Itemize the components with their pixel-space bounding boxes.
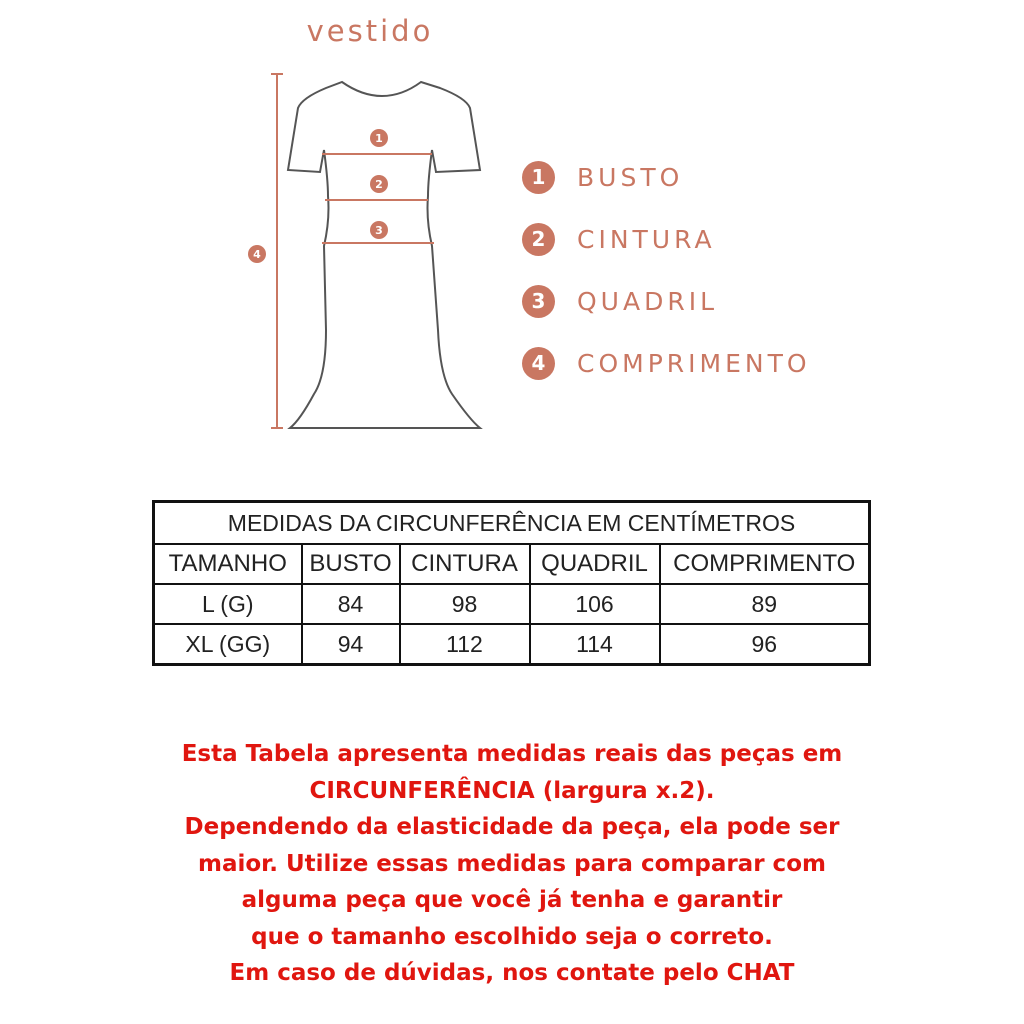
garment-title: vestido: [306, 14, 434, 48]
header-quadril: QUADRIL: [530, 544, 660, 584]
table-row: [154, 624, 870, 665]
header-cintura: CINTURA: [400, 544, 530, 584]
legend-number-3: 3: [522, 285, 555, 318]
notice-line: Em caso de dúvidas, nos contate pelo CHAT: [229, 960, 795, 986]
marker-comprimento: [248, 245, 266, 263]
legend-label-quadril: QUADRIL: [577, 286, 719, 316]
legend-item-cintura: [522, 208, 811, 270]
cell-busto: 94: [302, 624, 400, 665]
cell-comprimento: 96: [660, 624, 870, 665]
cell-busto: 84: [302, 584, 400, 624]
header-tamanho: TAMANHO: [154, 544, 302, 584]
marker-3-label: 3: [375, 224, 383, 237]
legend-item-quadril: [522, 270, 811, 332]
marker-4-label: 4: [253, 248, 261, 261]
size-table: [152, 500, 868, 666]
table-row: [154, 584, 870, 624]
cell-quadril: 106: [530, 584, 660, 624]
marker-2-label: 2: [375, 178, 383, 191]
legend-label-comprimento: COMPRIMENTO: [577, 348, 811, 378]
notice-line: alguma peça que você já tenha e garantir: [241, 887, 783, 913]
marker-cintura: [370, 175, 388, 193]
cell-cintura: 112: [400, 624, 530, 665]
legend-item-busto: [522, 146, 811, 208]
header-comprimento: COMPRIMENTO: [660, 544, 870, 584]
cell-comprimento: 89: [660, 584, 870, 624]
table-header-row: [154, 544, 870, 584]
size-notice: [112, 736, 912, 992]
notice-line: CIRCUNFERÊNCIA (largura x.2).: [309, 777, 715, 804]
legend-number-1: 1: [522, 161, 555, 194]
table-caption: MEDIDAS DA CIRCUNFERÊNCIA EM CENTÍMETROS: [154, 502, 870, 545]
notice-line: Esta Tabela apresenta medidas reais das peças em: [181, 741, 843, 767]
marker-quadril: [370, 221, 388, 239]
notice-line: que o tamanho escolhido seja o correto.: [251, 923, 773, 950]
dress-diagram: [0, 0, 1024, 440]
marker-1-label: 1: [375, 132, 383, 145]
cell-size: L (G): [154, 584, 302, 624]
notice-line: Dependendo da elasticidade da peça, ela pode ser: [184, 814, 840, 840]
cell-cintura: 98: [400, 584, 530, 624]
measurements-table: [152, 500, 871, 666]
legend-label-busto: BUSTO: [577, 162, 684, 192]
notice-line: maior. Utilize essas medidas para comparar com: [198, 850, 826, 877]
header-busto: BUSTO: [302, 544, 400, 584]
legend-item-comprimento: [522, 332, 811, 394]
marker-busto: [370, 129, 388, 147]
legend-number-4: 4: [522, 347, 555, 380]
legend-label-cintura: CINTURA: [577, 224, 716, 254]
cell-quadril: 114: [530, 624, 660, 665]
legend-number-2: 2: [522, 223, 555, 256]
table-caption-row: [154, 502, 870, 545]
cell-size: XL (GG): [154, 624, 302, 665]
measurement-legend: [522, 146, 811, 394]
